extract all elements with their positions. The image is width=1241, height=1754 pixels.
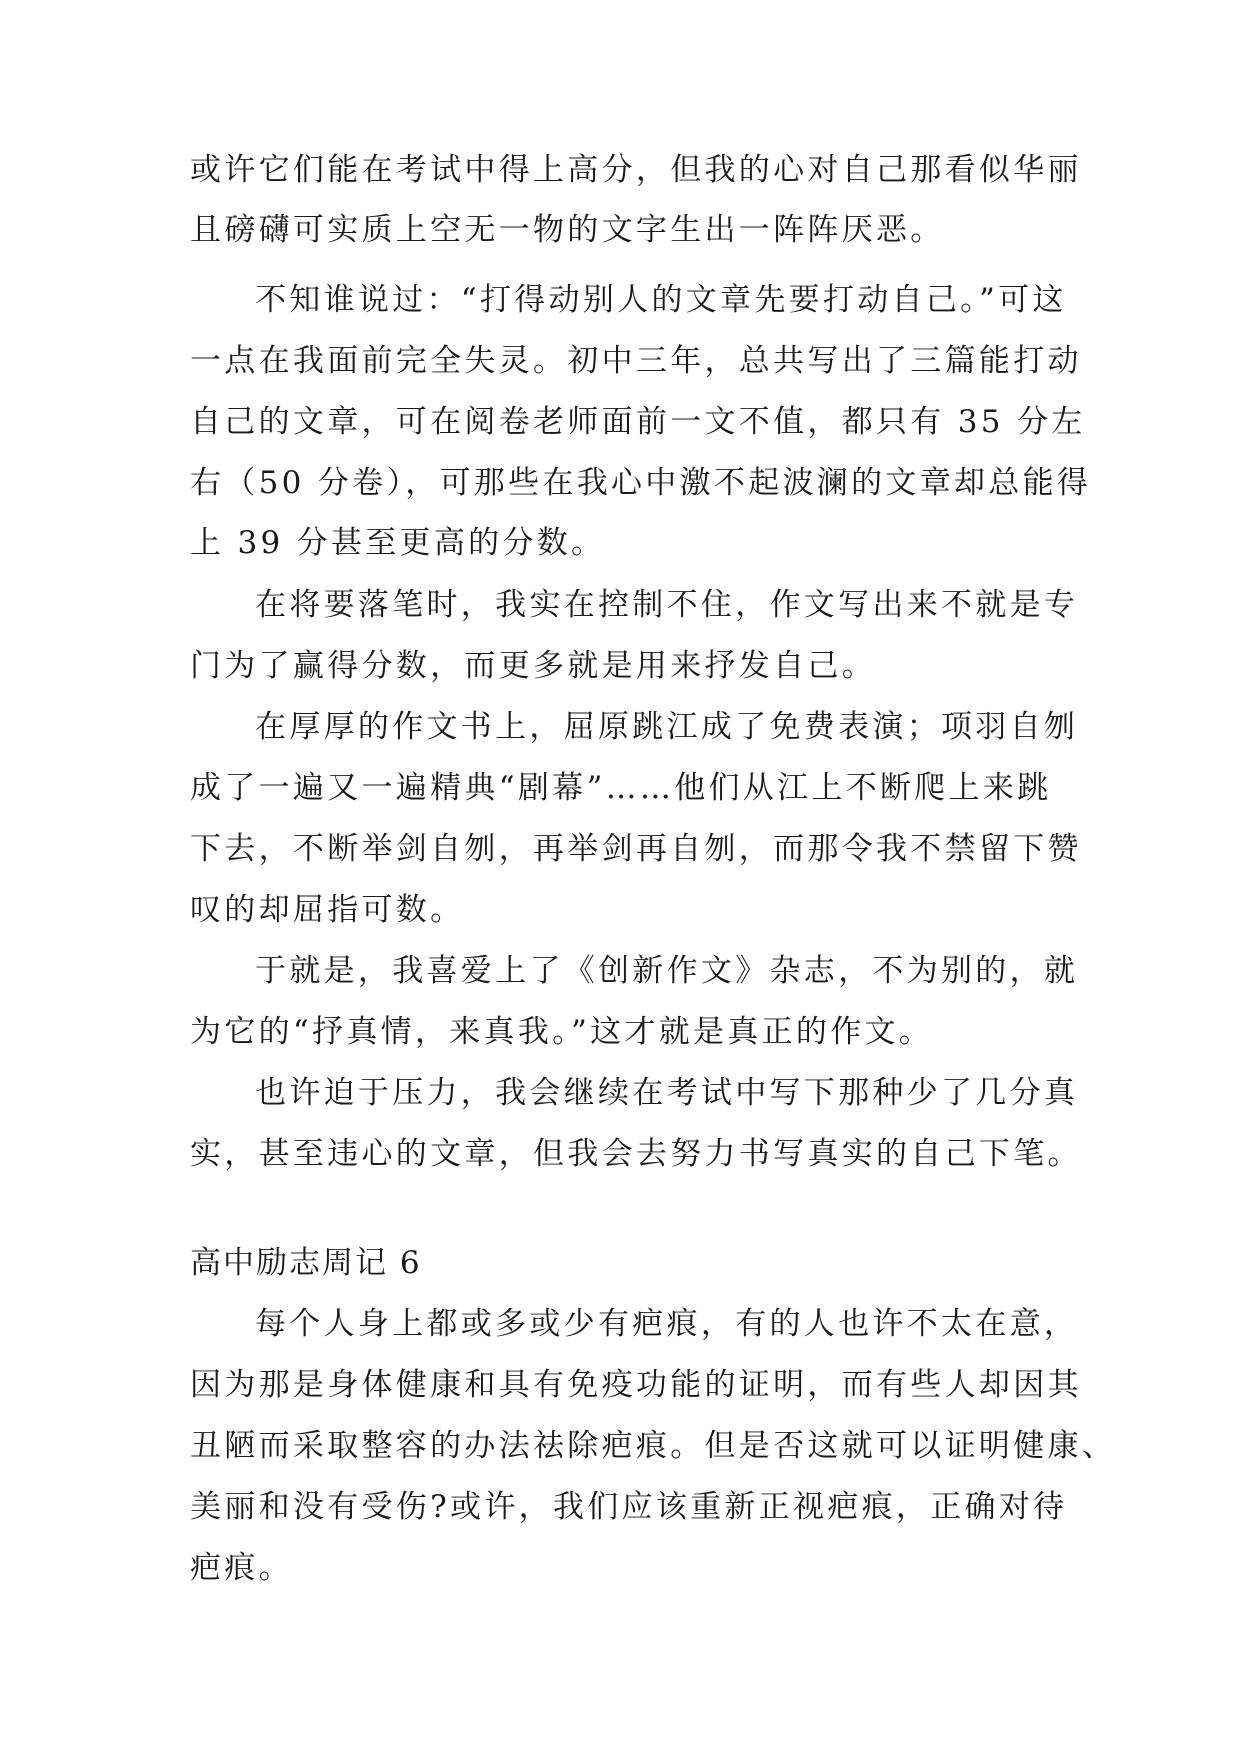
paragraph-line: 也许迫于压力，我会继续在考试中写下那种少了几分真 (255, 1075, 1079, 1111)
paragraph-line: 美丽和没有受伤?或许，我们应该重新正视疤痕，正确对待 (190, 1489, 1068, 1525)
paragraph-line: 在将要落笔时，我实在控制不住，作文写出来不就是专 (255, 587, 1079, 623)
paragraph-line: 下去，不断举剑自刎，再举剑再自刎，而那令我不禁留下赞 (190, 831, 1082, 867)
paragraph-line: 且磅礴可实质上空无一物的文字生出一阵阵厌恶。 (190, 212, 945, 248)
paragraph-line: 上 39 分甚至更高的分数。 (190, 525, 606, 561)
paragraph-line: 一点在我面前完全失灵。初中三年，总共写出了三篇能打动 (190, 343, 1082, 379)
paragraph-line: 疤痕。 (190, 1550, 293, 1586)
paragraph-line: 叹的却屈指可数。 (190, 892, 465, 928)
paragraph-line: 因为那是身体健康和具有免疫功能的证明，而有些人却因其 (190, 1367, 1082, 1403)
paragraph-line: 每个人身上都或多或少有疤痕，有的人也许不太在意， (255, 1306, 1079, 1342)
paragraph-line: 成了一遍又一遍精典“剧幕”……他们从江上不断爬上来跳 (190, 770, 1052, 806)
paragraph-line: 门为了赢得分数，而更多就是用来抒发自己。 (190, 648, 876, 684)
paragraph-line: 自己的文章，可在阅卷老师面前一文不值，都只有 35 分左 (190, 404, 1086, 440)
paragraph-line: 于就是，我喜爱上了《创新作文》杂志，不为别的，就 (255, 953, 1079, 989)
paragraph-line: 丑陋而采取整容的办法祛除疤痕。但是否这就可以证明健康、 (190, 1428, 1117, 1464)
paragraph-line: 不知谁说过：“打得动别人的文章先要打动自己。”可这 (255, 282, 1067, 318)
paragraph-line: 为它的“抒真情，来真我。”这才就是真正的作文。 (190, 1014, 934, 1050)
paragraph-line: 右（50 分卷），可那些在我心中激不起波澜的文章却总能得 (190, 465, 1092, 501)
paragraph-line: 在厚厚的作文书上，屈原跳江成了免费表演；项羽自刎 (255, 709, 1079, 745)
section-heading: 高中励志周记 6 (190, 1245, 422, 1281)
paragraph-line: 实，甚至违心的文章，但我会去努力书写真实的自己下笔。 (190, 1136, 1082, 1172)
paragraph-line: 或许它们能在考试中得上高分，但我的心对自己那看似华丽 (190, 152, 1082, 188)
